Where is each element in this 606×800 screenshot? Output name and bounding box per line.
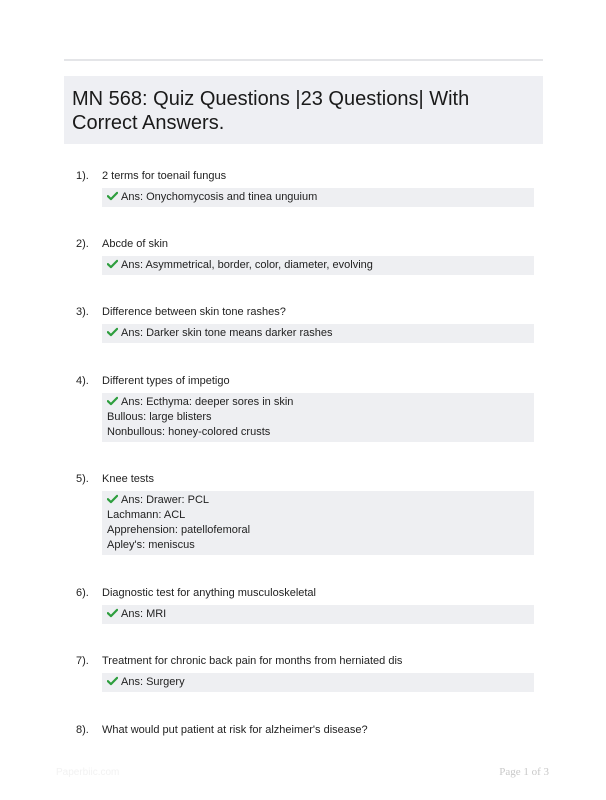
answer-line — [107, 425, 528, 440]
answer-text: Ans: Asymmetrical, border, color, diameter, evolving — [121, 259, 373, 271]
answer-box — [102, 324, 534, 343]
answer-line — [107, 190, 528, 205]
answer-line — [107, 538, 528, 553]
answer-text: Nonbullous: honey-colored crusts — [107, 426, 271, 438]
check-icon — [107, 494, 118, 504]
answer-box — [102, 188, 534, 207]
answer-box — [102, 393, 534, 442]
question-text: Treatment for chronic back pain for months from herniated dis — [102, 655, 403, 667]
answer-box — [102, 673, 534, 692]
check-icon — [107, 327, 118, 337]
answer-box — [102, 605, 534, 624]
answer-line — [107, 258, 528, 273]
question-text: Diagnostic test for anything musculoskeletal — [102, 587, 316, 599]
question-number: 7). — [76, 655, 89, 667]
question-number: 1). — [76, 170, 89, 182]
answer-text: Apley's: meniscus — [107, 539, 195, 551]
answer-line — [107, 508, 528, 523]
check-icon — [107, 396, 118, 406]
question-number: 4). — [76, 375, 89, 387]
answer-box — [102, 256, 534, 275]
question-text: What would put patient at risk for alzheimer's disease? — [102, 724, 368, 736]
page-title: MN 568: Quiz Questions |23 Questions| With Correct Answers. — [72, 88, 470, 134]
answer-text: Ans: Ecthyma: deeper sores in skin — [121, 396, 294, 408]
question-number: 6). — [76, 587, 89, 599]
question-text: Difference between skin tone rashes? — [102, 306, 286, 318]
answer-text: Ans: MRI — [121, 608, 167, 620]
answer-text: Apprehension: patellofemoral — [107, 524, 251, 536]
check-icon — [107, 608, 118, 618]
answer-line — [107, 675, 528, 690]
answer-line — [107, 523, 528, 538]
question-text: Knee tests — [102, 473, 154, 485]
answer-box — [102, 491, 534, 555]
footer-watermark: Paperbiic.com — [56, 767, 120, 778]
check-icon — [107, 676, 118, 686]
answer-text: Ans: Darker skin tone means darker rashes — [121, 327, 333, 339]
question-text: 2 terms for toenail fungus — [102, 170, 227, 182]
answer-text: Lachmann: ACL — [107, 509, 186, 521]
question-text: Different types of impetigo — [102, 375, 230, 387]
question-number: 8). — [76, 724, 89, 736]
answer-line — [107, 326, 528, 341]
check-icon — [107, 259, 118, 269]
answer-text: Ans: Surgery — [121, 676, 185, 688]
answer-line — [107, 410, 528, 425]
answer-line — [107, 607, 528, 622]
question-number: 5). — [76, 473, 89, 485]
check-icon — [107, 191, 118, 201]
question-number: 3). — [76, 306, 89, 318]
page-number: Page 1 of 3 — [499, 766, 549, 778]
answer-text: Bullous: large blisters — [107, 411, 212, 423]
question-text: Abcde of skin — [102, 238, 169, 250]
answer-line — [107, 395, 528, 410]
answer-text: Ans: Drawer: PCL — [121, 494, 210, 506]
question-number: 2). — [76, 238, 89, 250]
answer-line — [107, 493, 528, 508]
answer-text: Ans: Onychomycosis and tinea unguium — [121, 191, 318, 203]
